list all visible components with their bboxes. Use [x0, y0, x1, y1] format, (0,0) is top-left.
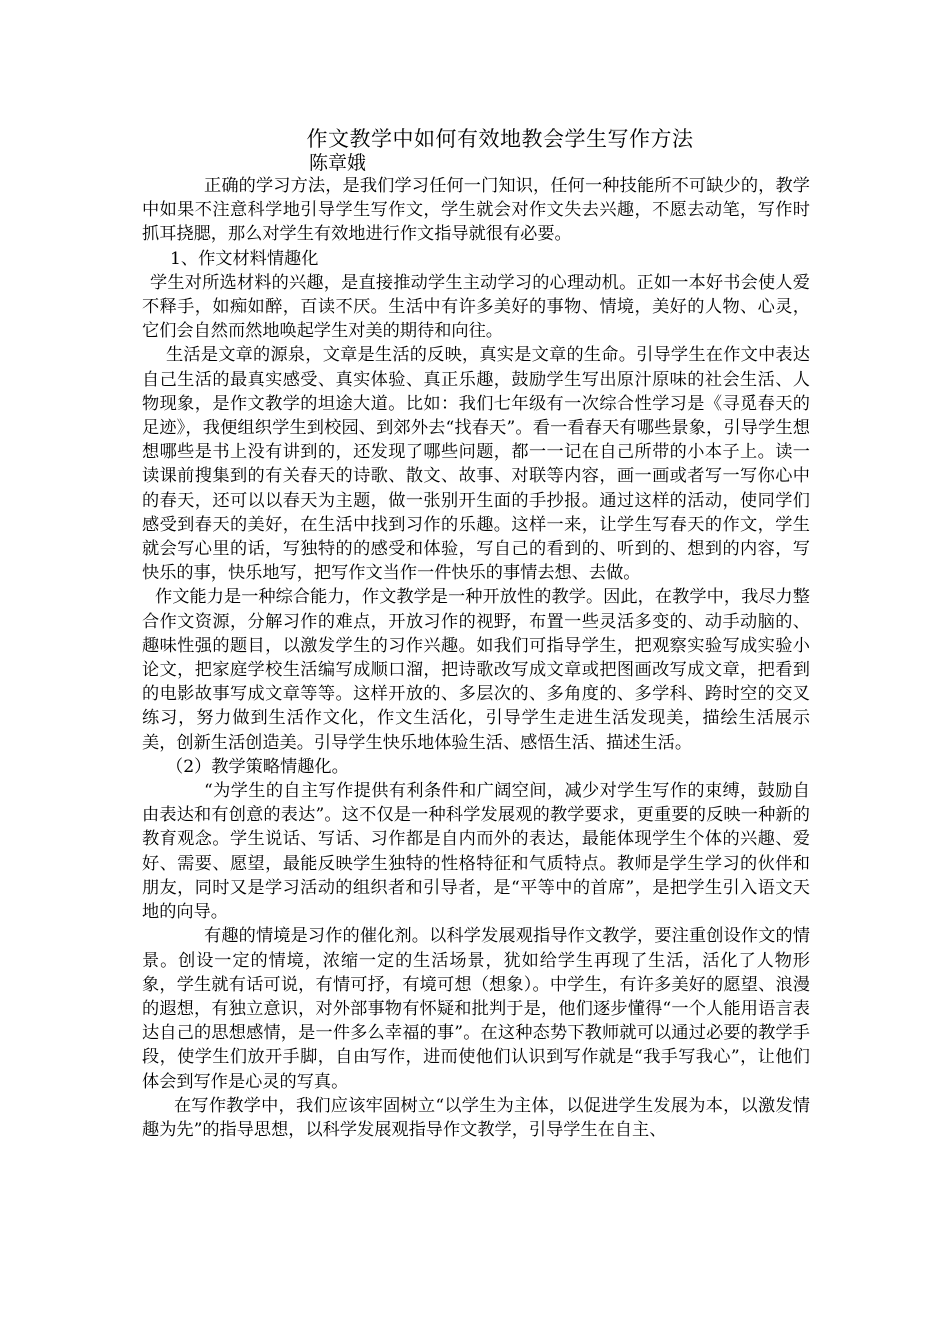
- paragraph-material-interest: 学生对所选材料的兴趣，是直接推动学生主动学习的心理动机。正如一本好书会使人爱不释手，如痴如醉，百读不厌。生活中有许多美好的事物、情境，美好的人物、心灵，它们会自然而然地唤起学生对美的期待和向往。: [142, 272, 810, 342]
- document-body: [142, 174, 810, 1142]
- paragraph-interesting-scenario: 有趣的情境是习作的催化剂。以科学发展观指导作文教学，要注重创设作文的情景。创设一定的情境，浓缩一定的生活场景，犹如给学生再现了生活，活化了人物形象，学生就有话可说，有情可抒，有境可想（想象）。中学生，有许多美好的愿望、浪漫的遐想，有独立意识，对外部事物有怀疑和批判于是，他们逐步懂得“一个人能用语言表达自己的思想感情，是一件多么幸福的事”。在这种态势下教师就可以通过必要的教学手段，使学生们放开手脚，自由写作，进而使他们认识到写作就是“我手写我心”，让他们体会到写作是心灵的写真。: [142, 926, 810, 1092]
- paragraph-life-source: 生活是文章的源泉，文章是生活的反映，真实是文章的生命。引导学生在作文中表达自己生活的最真实感受、真实体验、真正乐趣，鼓励学生写出原汁原味的社会生活、人物现象，是作文教学的坦途大道。比如：我们七年级有一次综合性学习是《寻觅春天的足迹》，我便组织学生到校园、到郊外去“找春天”。看一看春天有哪些景象，引导学生想想哪些是书上没有讲到的，还发现了哪些问题，都一一记在自己所带的小本子上。读一读课前搜集到的有关春天的诗歌、散文、故事、对联等内容，画一画或者写一写你心中的春天，还可以以春天为主题，做一张别开生面的手抄报。通过这样的活动，使同学们感受到春天的美好，在生活中找到习作的乐趣。这样一来，让学生写春天的作文，学生就会写心里的话，写独特的的感受和体验，写自己的看到的、听到的、想到的内容，写快乐的事，快乐地写，把写作文当作一件快乐的事情去想、去做。: [142, 345, 810, 584]
- section-heading-2: （2）教学策略情趣化。: [166, 756, 349, 777]
- document-title: 作文教学中如何有效地教会学生写作方法: [306, 127, 694, 151]
- paragraph-writing-ability: 作文能力是一种综合能力，作文教学是一种开放性的教学。因此，在教学中，我尽力整合作文资源，分解习作的难点，开放习作的视野，布置一些灵活多变的、动手动脑的、趣味性强的题目，以激发学生的习作兴趣。如我们可指导学生，把观察实验写成实验小论文，把家庭学校生活编写成顺口溜，把诗歌改写成文章或把图画改写成文章，把看到的电影故事写成文章等等。这样开放的、多层次的、多角度的、多学科、跨时空的交叉练习，努力做到生活作文化，作文生活化，引导学生走进生活发现美，描绘生活展示美，创新生活创造美。引导学生快乐地体验生活、感悟生活、描述生活。: [142, 587, 810, 753]
- paragraph-autonomous-writing: “为学生的自主写作提供有利条件和广阔空间，减少对学生写作的束缚，鼓励自由表达和有创意的表达”。这不仅是一种科学发展观的教学要求，更重要的反映一种新的教育观念。学生说话、写话、习作都是自内而外的表达，最能体现学生个体的兴趣、爱好、需要、愿望，最能反映学生独特的性格特征和气质特点。教师是学生学习的伙伴和朋友，同时又是学习活动的组织者和引导者，是“平等中的首席”，是把学生引入语文天地的向导。: [142, 781, 810, 923]
- paragraph-writing-teaching: 在写作教学中，我们应该牢固树立“以学生为主体，以促进学生发展为本，以激发情趣为先”的指导思想，以科学发展观指导作文教学，引导学生在自主、: [142, 1095, 810, 1140]
- section-heading-1: 1、作文材料情趣化: [170, 248, 319, 269]
- paragraph-intro: 正确的学习方法，是我们学习任何一门知识，任何一种技能所不可缺少的，教学中如果不注意科学地引导学生写作文，学生就会对作文失去兴趣，不愿去动笔，写作时抓耳挠腮，那么对学生有效地进行作文指导就很有必要。: [142, 176, 810, 245]
- document-author: 陈章娥: [309, 152, 367, 174]
